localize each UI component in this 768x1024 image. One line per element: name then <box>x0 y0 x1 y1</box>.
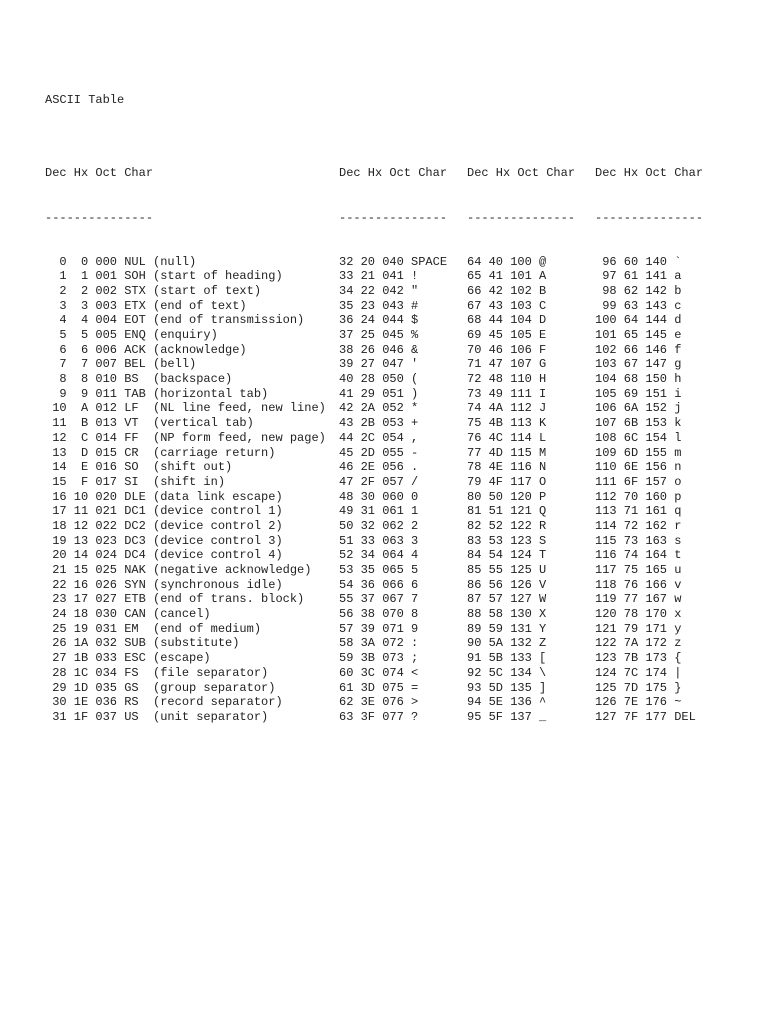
table-row: 38 26 046 & <box>339 342 419 357</box>
table-row: 72 48 110 H <box>467 372 547 387</box>
table-row: 17 11 021 DC1 (device control 1) <box>45 504 283 519</box>
block-rows <box>595 255 703 725</box>
table-row: 69 45 105 E <box>467 328 547 343</box>
table-row: 60 3C 074 < <box>339 665 419 680</box>
table-row: 26 1A 032 SUB (substitute) <box>45 636 240 651</box>
table-row: 22 16 026 SYN (synchronous idle) <box>45 577 283 592</box>
table-row: 70 46 106 F <box>467 342 547 357</box>
table-row: 106 6A 152 j <box>595 401 682 416</box>
table-row: 122 7A 172 z <box>595 636 682 651</box>
table-row: 80 50 120 P <box>467 489 547 504</box>
table-row: 52 34 064 4 <box>339 548 419 563</box>
table-row: 100 64 144 d <box>595 313 682 328</box>
table-row: 53 35 065 5 <box>339 563 419 578</box>
table-row: 67 43 103 C <box>467 298 547 313</box>
table-row: 35 23 043 # <box>339 298 419 313</box>
block-header: Dec Hx Oct Char <box>339 166 448 181</box>
table-row: 116 74 164 t <box>595 548 682 563</box>
table-row: 117 75 165 u <box>595 563 682 578</box>
table-row: 55 37 067 7 <box>339 592 419 607</box>
table-row: 21 15 025 NAK (negative acknowledge) <box>45 563 312 578</box>
table-row: 56 38 070 8 <box>339 607 419 622</box>
table-row: 127 7F 177 DEL <box>595 709 696 724</box>
table-row: 40 28 050 ( <box>339 372 419 387</box>
table-row: 57 39 071 9 <box>339 621 419 636</box>
table-row: 120 78 170 x <box>595 607 682 622</box>
table-row: 6 6 006 ACK (acknowledge) <box>45 342 247 357</box>
table-row: 13 D 015 CR (carriage return) <box>45 445 276 460</box>
table-row: 28 1C 034 FS (file separator) <box>45 665 269 680</box>
ascii-block-control-chars <box>45 137 326 739</box>
table-row: 98 62 142 b <box>595 283 682 298</box>
table-row: 77 4D 115 M <box>467 445 547 460</box>
document-title: ASCII Table <box>45 93 125 107</box>
table-row: 115 73 163 s <box>595 533 682 548</box>
table-row: 124 7C 174 | <box>595 665 682 680</box>
table-row: 2 2 002 STX (start of text) <box>45 283 262 298</box>
table-row: 68 44 104 D <box>467 313 547 328</box>
table-row: 96 60 140 ` <box>595 254 682 269</box>
table-row: 103 67 147 g <box>595 357 682 372</box>
table-row: 114 72 162 r <box>595 518 682 533</box>
table-row: 104 68 150 h <box>595 372 682 387</box>
table-row: 1 1 001 SOH (start of heading) <box>45 269 283 284</box>
table-row: 88 58 130 X <box>467 607 547 622</box>
table-row: 65 41 101 A <box>467 269 547 284</box>
table-row: 109 6D 155 m <box>595 445 682 460</box>
table-row: 54 36 066 6 <box>339 577 419 592</box>
table-row: 86 56 126 V <box>467 577 547 592</box>
table-row: 82 52 122 R <box>467 518 547 533</box>
table-row: 8 8 010 BS (backspace) <box>45 372 233 387</box>
table-row: 125 7D 175 } <box>595 680 682 695</box>
table-row: 11 B 013 VT (vertical tab) <box>45 416 254 431</box>
block-rows <box>467 255 575 725</box>
table-row: 101 65 145 e <box>595 328 682 343</box>
table-row: 71 47 107 G <box>467 357 547 372</box>
table-row: 121 79 171 y <box>595 621 682 636</box>
table-row: 0 0 000 NUL (null) <box>45 254 197 269</box>
table-row: 32 20 040 SPACE <box>339 254 448 269</box>
table-row: 89 59 131 Y <box>467 621 547 636</box>
table-row: 108 6C 154 l <box>595 430 682 445</box>
table-row: 97 61 141 a <box>595 269 682 284</box>
table-row: 107 6B 153 k <box>595 416 682 431</box>
table-row: 43 2B 053 + <box>339 416 419 431</box>
ascii-block-uppercase <box>467 137 575 739</box>
table-row: 36 24 044 $ <box>339 313 419 328</box>
table-row: 81 51 121 Q <box>467 504 547 519</box>
block-header-rule: --------------- <box>45 210 154 225</box>
table-row: 74 4A 112 J <box>467 401 547 416</box>
table-row: 78 4E 116 N <box>467 460 547 475</box>
table-row: 79 4F 117 O <box>467 474 547 489</box>
table-row: 16 10 020 DLE (data link escape) <box>45 489 283 504</box>
table-row: 7 7 007 BEL (bell) <box>45 357 197 372</box>
table-row: 49 31 061 1 <box>339 504 419 519</box>
table-row: 64 40 100 @ <box>467 254 547 269</box>
table-row: 85 55 125 U <box>467 563 547 578</box>
table-row: 111 6F 157 o <box>595 474 682 489</box>
table-row: 27 1B 033 ESC (escape) <box>45 651 211 666</box>
table-row: 92 5C 134 \ <box>467 665 547 680</box>
table-row: 9 9 011 TAB (horizontal tab) <box>45 386 269 401</box>
table-row: 51 33 063 3 <box>339 533 419 548</box>
table-row: 48 30 060 0 <box>339 489 419 504</box>
table-row: 37 25 045 % <box>339 328 419 343</box>
table-row: 20 14 024 DC4 (device control 4) <box>45 548 283 563</box>
table-row: 87 57 127 W <box>467 592 547 607</box>
table-row: 10 A 012 LF (NL line feed, new line) <box>45 401 326 416</box>
table-row: 126 7E 176 ~ <box>595 695 682 710</box>
table-row: 123 7B 173 { <box>595 651 682 666</box>
table-row: 62 3E 076 > <box>339 695 419 710</box>
table-row: 110 6E 156 n <box>595 460 682 475</box>
table-row: 18 12 022 DC2 (device control 2) <box>45 518 283 533</box>
table-row: 5 5 005 ENQ (enquiry) <box>45 328 218 343</box>
block-rows <box>45 255 326 725</box>
ascii-block-lowercase <box>595 137 703 739</box>
block-header: Dec Hx Oct Char <box>595 166 704 181</box>
block-rows <box>339 255 447 725</box>
table-row: 44 2C 054 , <box>339 430 419 445</box>
block-header: Dec Hx Oct Char <box>467 166 576 181</box>
block-header-rule: --------------- <box>595 210 704 225</box>
table-row: 113 71 161 q <box>595 504 682 519</box>
table-row: 91 5B 133 [ <box>467 651 547 666</box>
table-row: 61 3D 075 = <box>339 680 419 695</box>
table-row: 59 3B 073 ; <box>339 651 419 666</box>
table-row: 25 19 031 EM (end of medium) <box>45 621 262 636</box>
table-row: 19 13 023 DC3 (device control 3) <box>45 533 283 548</box>
table-row: 3 3 003 ETX (end of text) <box>45 298 247 313</box>
table-row: 39 27 047 ' <box>339 357 419 372</box>
ascii-block-symbols-digits <box>339 137 447 739</box>
table-row: 23 17 027 ETB (end of trans. block) <box>45 592 305 607</box>
table-row: 105 69 151 i <box>595 386 682 401</box>
table-row: 29 1D 035 GS (group separator) <box>45 680 276 695</box>
table-row: 14 E 016 SO (shift out) <box>45 460 233 475</box>
table-row: 66 42 102 B <box>467 283 547 298</box>
table-row: 63 3F 077 ? <box>339 709 419 724</box>
block-header-rule: --------------- <box>339 210 448 225</box>
table-row: 31 1F 037 US (unit separator) <box>45 709 269 724</box>
block-header: Dec Hx Oct Char <box>45 166 154 181</box>
table-row: 99 63 143 c <box>595 298 682 313</box>
table-row: 75 4B 113 K <box>467 416 547 431</box>
table-row: 24 18 030 CAN (cancel) <box>45 607 211 622</box>
table-row: 47 2F 057 / <box>339 474 419 489</box>
table-row: 93 5D 135 ] <box>467 680 547 695</box>
table-row: 102 66 146 f <box>595 342 682 357</box>
table-row: 118 76 166 v <box>595 577 682 592</box>
table-row: 30 1E 036 RS (record separator) <box>45 695 283 710</box>
table-row: 90 5A 132 Z <box>467 636 547 651</box>
table-row: 45 2D 055 - <box>339 445 419 460</box>
block-header-rule: --------------- <box>467 210 576 225</box>
table-row: 73 49 111 I <box>467 386 547 401</box>
table-row: 119 77 167 w <box>595 592 682 607</box>
table-row: 42 2A 052 * <box>339 401 419 416</box>
table-row: 95 5F 137 _ <box>467 709 547 724</box>
table-row: 15 F 017 SI (shift in) <box>45 474 226 489</box>
table-row: 58 3A 072 : <box>339 636 419 651</box>
table-row: 83 53 123 S <box>467 533 547 548</box>
table-row: 34 22 042 " <box>339 283 419 298</box>
table-row: 50 32 062 2 <box>339 518 419 533</box>
table-row: 94 5E 136 ^ <box>467 695 547 710</box>
table-row: 4 4 004 EOT (end of transmission) <box>45 313 305 328</box>
table-row: 12 C 014 FF (NP form feed, new page) <box>45 430 326 445</box>
table-row: 41 29 051 ) <box>339 386 419 401</box>
table-row: 84 54 124 T <box>467 548 547 563</box>
table-row: 76 4C 114 L <box>467 430 547 445</box>
table-row: 46 2E 056 . <box>339 460 419 475</box>
table-row: 33 21 041 ! <box>339 269 419 284</box>
table-row: 112 70 160 p <box>595 489 682 504</box>
